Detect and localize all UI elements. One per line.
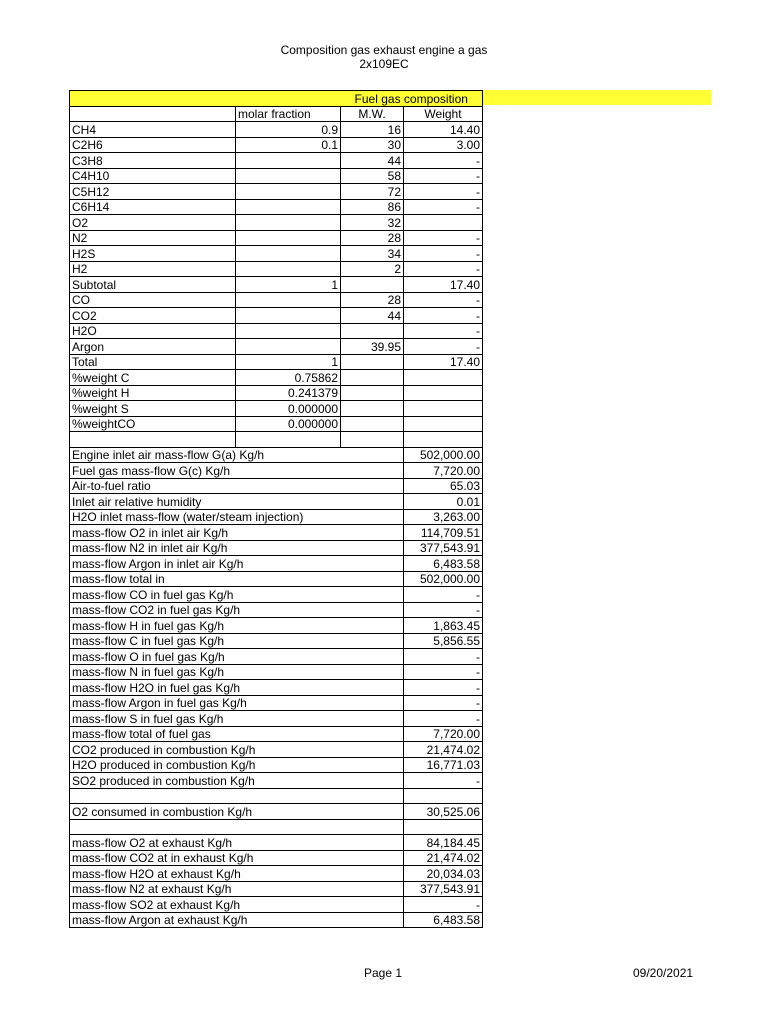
molecular-weight-cell (341, 432, 404, 448)
massflow-row (70, 649, 483, 665)
composition-row (70, 339, 483, 355)
weight-cell: - (404, 339, 483, 355)
massflow-value: 114,709.51 (404, 525, 483, 541)
molecular-weight-cell: 72 (341, 184, 404, 200)
component-name-cell: %weight H (70, 385, 236, 401)
weight-cell: - (404, 168, 483, 184)
weight-cell: 17.40 (404, 277, 483, 293)
document-subtitle: 2x109EC (359, 57, 409, 71)
molar-fraction-cell (236, 261, 341, 277)
massflow-value (404, 819, 483, 835)
weight-cell: - (404, 292, 483, 308)
massflow-label: O2 consumed in combustion Kg/h (70, 804, 404, 820)
massflow-row (70, 726, 483, 742)
massflow-label: Air-to-fuel ratio (70, 478, 404, 494)
massflow-value: 21,474.02 (404, 742, 483, 758)
column-header-weight: Weight (404, 106, 483, 122)
massflow-row (70, 680, 483, 696)
molar-fraction-cell (236, 323, 341, 339)
massflow-label: mass-flow N2 in inlet air Kg/h (70, 540, 404, 556)
composition-sheet (69, 90, 483, 928)
massflow-value: 6,483.58 (404, 556, 483, 572)
massflow-label: mass-flow CO2 in fuel gas Kg/h (70, 602, 404, 618)
massflow-value: - (404, 711, 483, 727)
massflow-row (70, 819, 483, 835)
massflow-row (70, 695, 483, 711)
molar-fraction-cell (236, 215, 341, 231)
molecular-weight-cell (341, 277, 404, 293)
massflow-row (70, 633, 483, 649)
weight-cell: - (404, 261, 483, 277)
massflow-label: mass-flow total in (70, 571, 404, 587)
molar-fraction-cell: 1 (236, 277, 341, 293)
massflow-label: mass-flow H in fuel gas Kg/h (70, 618, 404, 634)
massflow-value: 7,720.00 (404, 726, 483, 742)
weight-cell: 3.00 (404, 137, 483, 153)
massflow-value (404, 788, 483, 804)
column-header-molar-fraction: molar fraction (236, 106, 341, 122)
component-name-cell: Argon (70, 339, 236, 355)
massflow-label: mass-flow Argon at exhaust Kg/h (70, 912, 404, 928)
massflow-value: 3,263.00 (404, 509, 483, 525)
composition-row (70, 416, 483, 432)
massflow-row (70, 556, 483, 572)
molar-fraction-cell: 0.9 (236, 122, 341, 138)
massflow-value: - (404, 649, 483, 665)
massflow-label: mass-flow total of fuel gas (70, 726, 404, 742)
component-name-cell: C3H8 (70, 153, 236, 169)
massflow-value: 5,856.55 (404, 633, 483, 649)
molar-fraction-cell (236, 153, 341, 169)
massflow-row (70, 835, 483, 851)
molar-fraction-cell (236, 339, 341, 355)
molecular-weight-cell (341, 354, 404, 370)
massflow-row (70, 494, 483, 510)
massflow-label: H2O inlet mass-flow (water/steam injection) (70, 509, 404, 525)
massflow-label: mass-flow CO2 at in exhaust Kg/h (70, 850, 404, 866)
composition-header-row (70, 91, 483, 107)
massflow-label: mass-flow N in fuel gas Kg/h (70, 664, 404, 680)
component-name-cell: H2O (70, 323, 236, 339)
weight-cell: - (404, 308, 483, 324)
component-name-cell: %weight S (70, 401, 236, 417)
massflow-label: mass-flow SO2 at exhaust Kg/h (70, 897, 404, 913)
massflow-label: mass-flow N2 at exhaust Kg/h (70, 881, 404, 897)
page-number: Page 1 (364, 966, 403, 980)
massflow-label (70, 819, 404, 835)
massflow-row (70, 788, 483, 804)
massflow-label: CO2 produced in combustion Kg/h (70, 742, 404, 758)
composition-row (70, 199, 483, 215)
massflow-value: - (404, 602, 483, 618)
molar-fraction-cell (236, 308, 341, 324)
massflow-row (70, 742, 483, 758)
component-name-cell: CO2 (70, 308, 236, 324)
composition-row (70, 370, 483, 386)
molecular-weight-cell: 44 (341, 308, 404, 324)
molar-fraction-cell: 0.241379 (236, 385, 341, 401)
component-name-cell: C5H12 (70, 184, 236, 200)
weight-cell: 14.40 (404, 122, 483, 138)
molar-fraction-cell (236, 432, 341, 448)
massflow-label: Engine inlet air mass-flow G(a) Kg/h (70, 447, 404, 463)
weight-cell (404, 401, 483, 417)
component-name-cell: C6H14 (70, 199, 236, 215)
massflow-row (70, 478, 483, 494)
massflow-value: - (404, 695, 483, 711)
massflow-value: 65.03 (404, 478, 483, 494)
component-name-cell: C4H10 (70, 168, 236, 184)
massflow-value: 6,483.58 (404, 912, 483, 928)
composition-row (70, 432, 483, 448)
molecular-weight-cell (341, 385, 404, 401)
header-blank (70, 91, 236, 107)
molecular-weight-cell: 30 (341, 137, 404, 153)
molar-fraction-cell (236, 168, 341, 184)
molar-fraction-cell (236, 184, 341, 200)
composition-row (70, 401, 483, 417)
massflow-value: - (404, 897, 483, 913)
component-name-cell: N2 (70, 230, 236, 246)
molecular-weight-cell: 28 (341, 230, 404, 246)
component-name-cell: CH4 (70, 122, 236, 138)
massflow-label: mass-flow CO in fuel gas Kg/h (70, 587, 404, 603)
massflow-row (70, 587, 483, 603)
massflow-value: 84,184.45 (404, 835, 483, 851)
weight-cell (404, 215, 483, 231)
molar-fraction-cell: 0.000000 (236, 401, 341, 417)
composition-row (70, 137, 483, 153)
massflow-value: 30,525.06 (404, 804, 483, 820)
weight-cell: - (404, 199, 483, 215)
component-name-cell: CO (70, 292, 236, 308)
composition-row (70, 122, 483, 138)
print-date: 09/20/2021 (633, 966, 694, 980)
molar-fraction-cell (236, 230, 341, 246)
column-header-row (70, 106, 483, 122)
molecular-weight-cell: 44 (341, 153, 404, 169)
component-name-cell (70, 432, 236, 448)
molecular-weight-cell: 28 (341, 292, 404, 308)
molar-fraction-cell (236, 199, 341, 215)
massflow-label: mass-flow H2O at exhaust Kg/h (70, 866, 404, 882)
massflow-row (70, 602, 483, 618)
molecular-weight-cell: 58 (341, 168, 404, 184)
massflow-row (70, 540, 483, 556)
composition-row (70, 277, 483, 293)
composition-row (70, 168, 483, 184)
massflow-value: - (404, 680, 483, 696)
molecular-weight-cell: 32 (341, 215, 404, 231)
molecular-weight-cell: 16 (341, 122, 404, 138)
massflow-label: Inlet air relative humidity (70, 494, 404, 510)
weight-cell: - (404, 230, 483, 246)
composition-row (70, 323, 483, 339)
massflow-label: mass-flow Argon in inlet air Kg/h (70, 556, 404, 572)
massflow-value: 1,863.45 (404, 618, 483, 634)
composition-row (70, 354, 483, 370)
molar-fraction-cell: 0.1 (236, 137, 341, 153)
massflow-row (70, 509, 483, 525)
massflow-label (70, 788, 404, 804)
massflow-row (70, 618, 483, 634)
massflow-row (70, 664, 483, 680)
weight-cell (404, 385, 483, 401)
massflow-value: 502,000.00 (404, 447, 483, 463)
massflow-row (70, 912, 483, 928)
massflow-label: mass-flow S in fuel gas Kg/h (70, 711, 404, 727)
component-name-cell: Subtotal (70, 277, 236, 293)
massflow-row (70, 804, 483, 820)
header-blank (236, 91, 341, 107)
composition-row (70, 308, 483, 324)
molar-fraction-cell (236, 292, 341, 308)
massflow-value: 16,771.03 (404, 757, 483, 773)
weight-cell: 17.40 (404, 354, 483, 370)
component-name-cell: H2S (70, 246, 236, 262)
massflow-value: 20,034.03 (404, 866, 483, 882)
massflow-label: mass-flow O2 in inlet air Kg/h (70, 525, 404, 541)
massflow-label: mass-flow C in fuel gas Kg/h (70, 633, 404, 649)
column-header-name (70, 106, 236, 122)
composition-row (70, 385, 483, 401)
massflow-label: mass-flow O2 at exhaust Kg/h (70, 835, 404, 851)
massflow-value: 377,543.91 (404, 881, 483, 897)
column-header-mw: M.W. (341, 106, 404, 122)
massflow-value: 377,543.91 (404, 540, 483, 556)
weight-cell: - (404, 246, 483, 262)
massflow-value: - (404, 664, 483, 680)
weight-cell (404, 432, 483, 448)
molecular-weight-cell: 2 (341, 261, 404, 277)
molecular-weight-cell (341, 323, 404, 339)
composition-header: Fuel gas composition (341, 91, 483, 107)
massflow-row (70, 897, 483, 913)
molar-fraction-cell: 1 (236, 354, 341, 370)
massflow-label: SO2 produced in combustion Kg/h (70, 773, 404, 789)
composition-row (70, 261, 483, 277)
massflow-row (70, 571, 483, 587)
massflow-label: mass-flow H2O in fuel gas Kg/h (70, 680, 404, 696)
composition-row (70, 292, 483, 308)
massflow-label: mass-flow Argon in fuel gas Kg/h (70, 695, 404, 711)
document-title: Composition gas exhaust engine a gas (280, 43, 488, 57)
molecular-weight-cell: 86 (341, 199, 404, 215)
weight-cell: - (404, 153, 483, 169)
weight-cell: - (404, 323, 483, 339)
massflow-label: Fuel gas mass-flow G(c) Kg/h (70, 463, 404, 479)
molecular-weight-cell (341, 401, 404, 417)
weight-cell (404, 370, 483, 386)
highlight-band (477, 90, 711, 105)
massflow-value: 0.01 (404, 494, 483, 510)
massflow-value: 502,000.00 (404, 571, 483, 587)
massflow-row (70, 757, 483, 773)
component-name-cell: Total (70, 354, 236, 370)
component-name-cell: C2H6 (70, 137, 236, 153)
composition-row (70, 230, 483, 246)
molecular-weight-cell: 34 (341, 246, 404, 262)
massflow-value: 7,720.00 (404, 463, 483, 479)
massflow-value: - (404, 587, 483, 603)
component-name-cell: %weight C (70, 370, 236, 386)
molar-fraction-cell: 0.75862 (236, 370, 341, 386)
massflow-label: H2O produced in combustion Kg/h (70, 757, 404, 773)
weight-cell: - (404, 184, 483, 200)
massflow-row (70, 773, 483, 789)
composition-row (70, 246, 483, 262)
component-name-cell: H2 (70, 261, 236, 277)
massflow-row (70, 850, 483, 866)
massflow-row (70, 525, 483, 541)
composition-row (70, 215, 483, 231)
molar-fraction-cell: 0.000000 (236, 416, 341, 432)
massflow-value: - (404, 773, 483, 789)
massflow-row (70, 463, 483, 479)
molecular-weight-cell: 39.95 (341, 339, 404, 355)
composition-row (70, 153, 483, 169)
massflow-row (70, 447, 483, 463)
massflow-row (70, 881, 483, 897)
component-name-cell: O2 (70, 215, 236, 231)
molecular-weight-cell (341, 416, 404, 432)
massflow-row (70, 866, 483, 882)
molar-fraction-cell (236, 246, 341, 262)
massflow-value: 21,474.02 (404, 850, 483, 866)
massflow-row (70, 711, 483, 727)
molecular-weight-cell (341, 370, 404, 386)
weight-cell (404, 416, 483, 432)
component-name-cell: %weightCO (70, 416, 236, 432)
composition-row (70, 184, 483, 200)
massflow-label: mass-flow O in fuel gas Kg/h (70, 649, 404, 665)
